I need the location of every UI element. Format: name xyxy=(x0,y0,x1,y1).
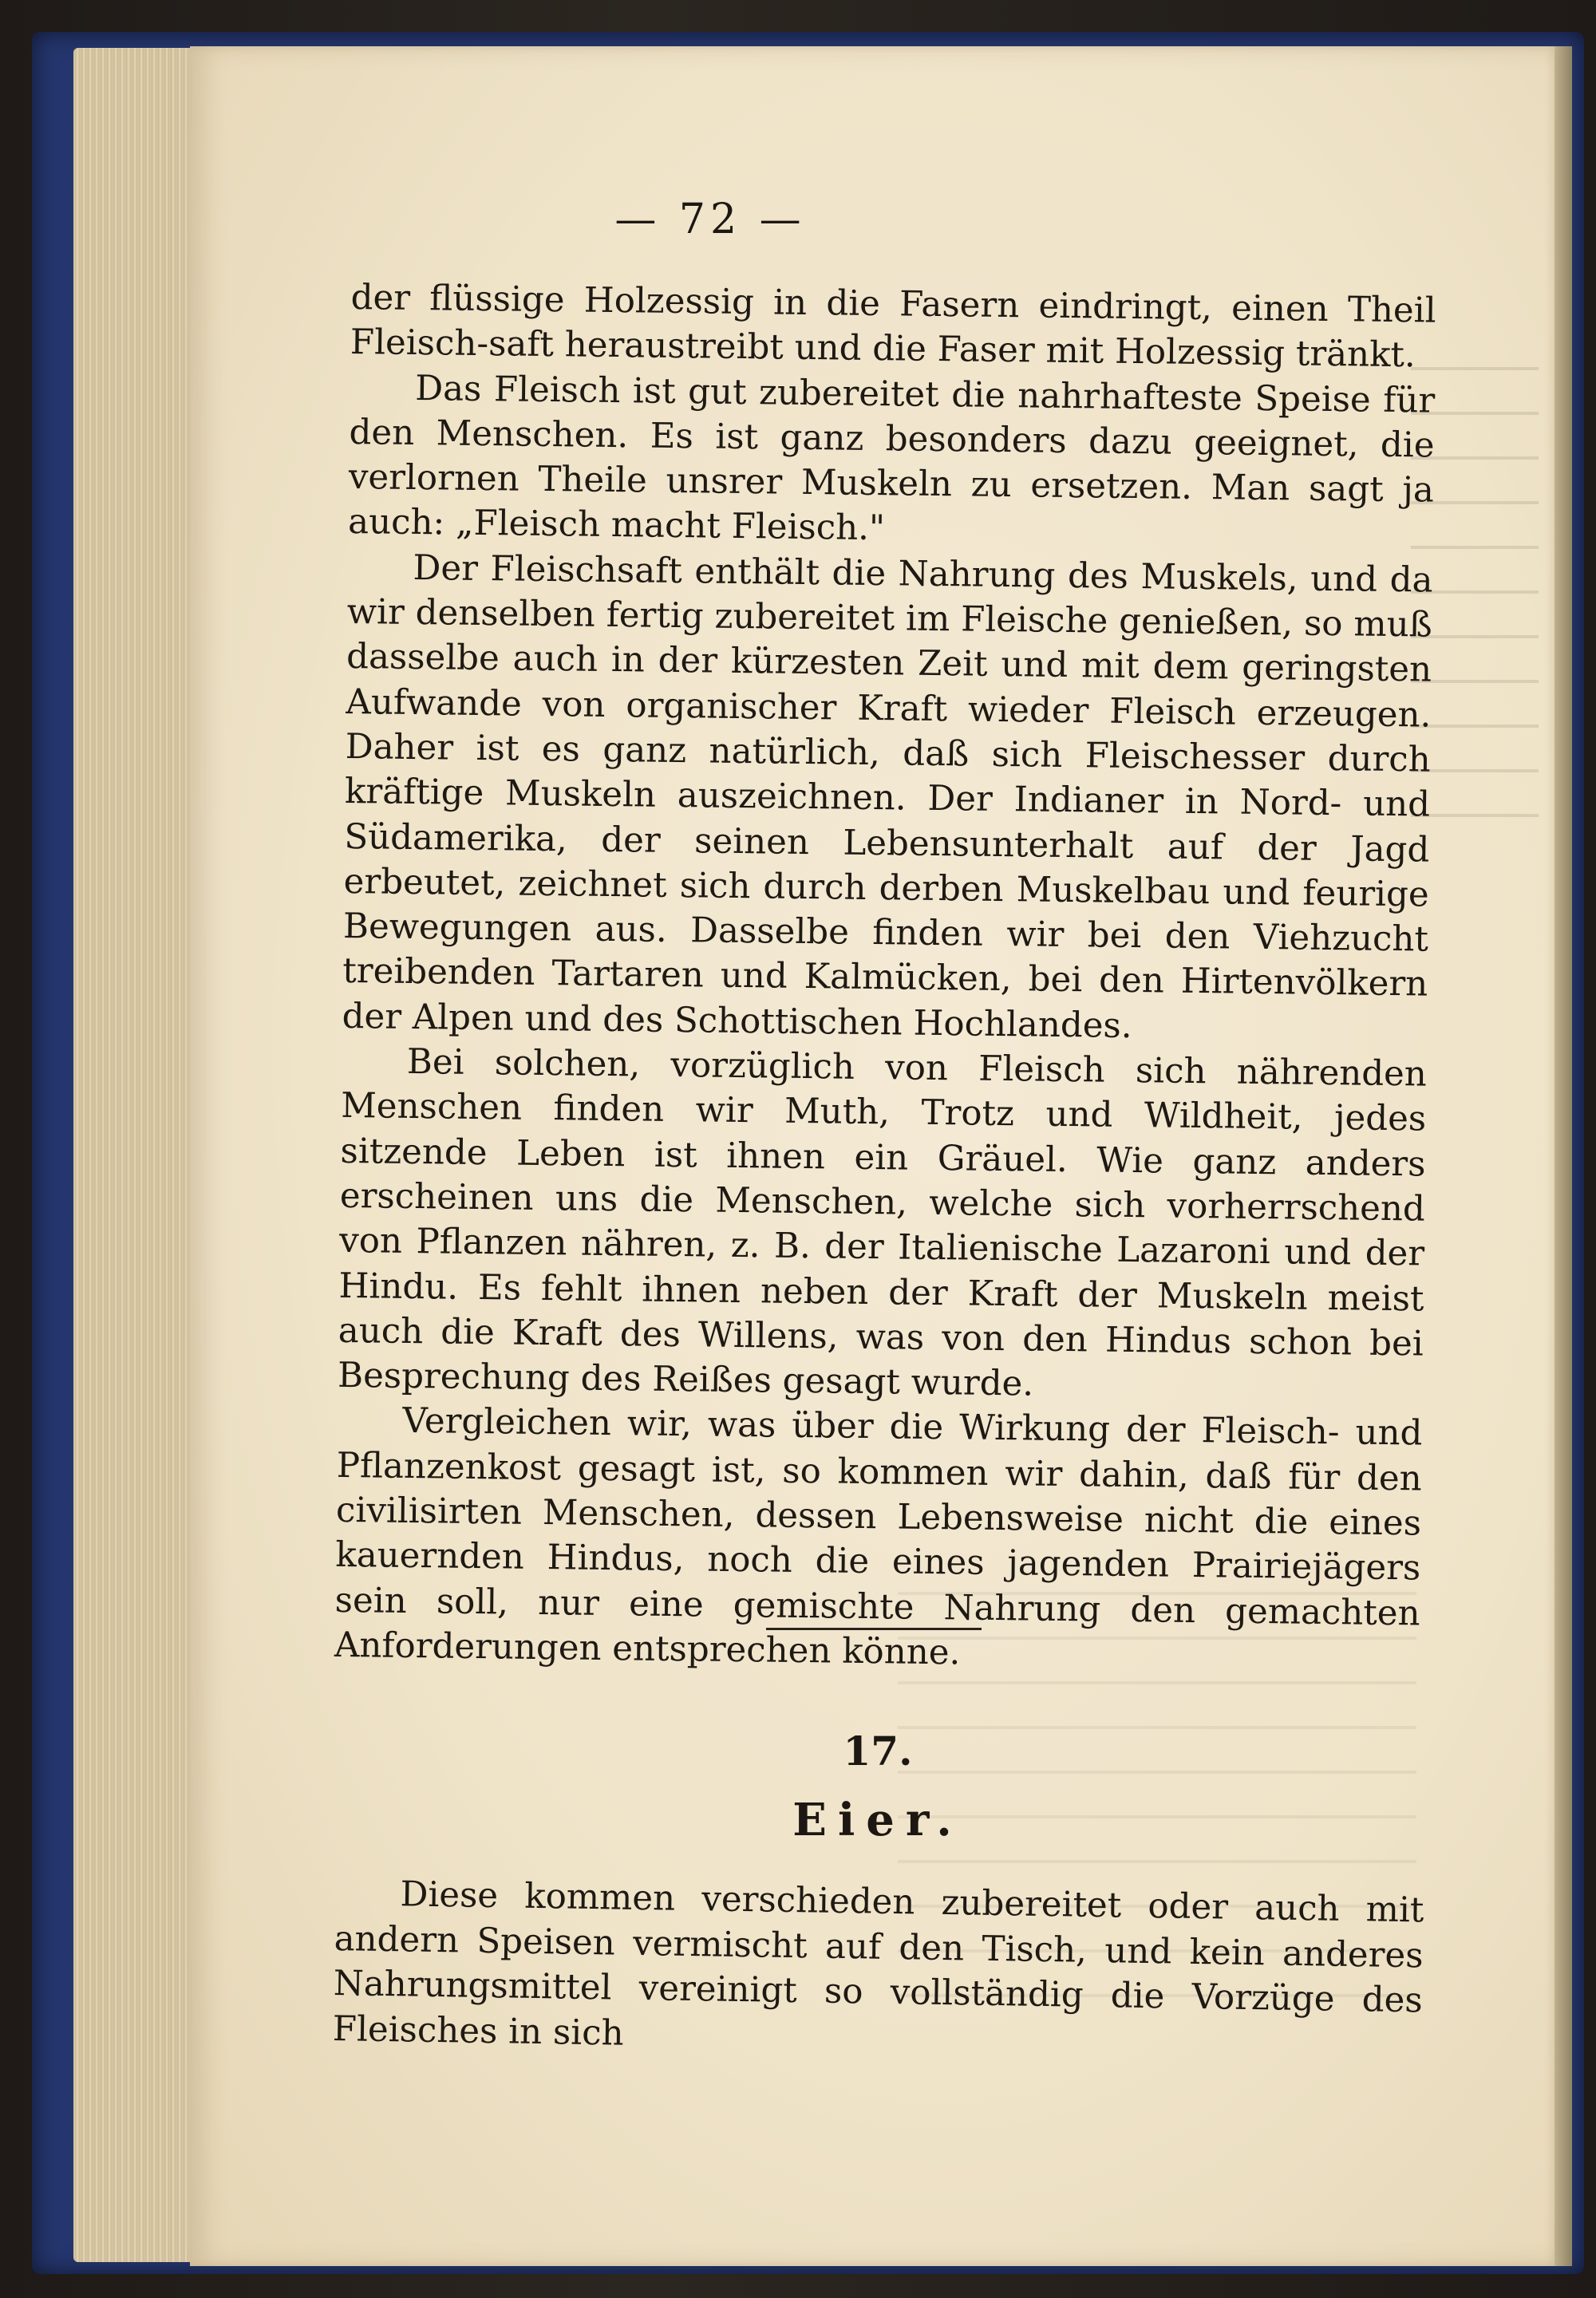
paragraph-4: Bei solchen, vorzüglich von Fleisch sich nährenden Menschen finden wir Muth, Trotz und Wildheit, jedes sitzende Leben ist ihnen ein Gräuel. Wie ganz anders erscheinen uns die Menschen, welche sich vorherrschend von Pflanzen nähren, z. B. der Italienische Lazaroni und der Hindu. Es fehlt ihnen neben der Kraft der Muskeln meist auch die Kraft des Willens, was von den Hindus schon bei Besprechung des Reißes gesagt wurde. xyxy=(337,1041,1428,1404)
main-text-block xyxy=(334,275,1436,1681)
section-paragraph: Diese kommen verschieden zubereitet oder auch mit andern Speisen vermischt auf den Tisch, und kein anderes Nahrungsmittel vereinigt so vollständig die Vorzüge des Fleisches in sich xyxy=(332,1874,1424,2054)
paragraph-1: der flüssige Holzessig in die Fasern eindringt, einen Theil Fleisch-saft heraustreibt und die Faser mit Holzessig tränkt. xyxy=(350,277,1436,376)
page-gutter xyxy=(1555,46,1572,2266)
page-number: — 72 — xyxy=(614,195,806,243)
section-divider xyxy=(766,1628,982,1630)
paragraph-3: Der Fleischsaft enthält die Nahrung des Muskels, und da wir denselben fertig zubereitet im Fleische genießen, so muß dasselbe auch in der kürzesten Zeit und mit dem geringsten Aufwande von organischer Kraft wieder Fleisch erzeugen. Daher ist es ganz natürlich, daß sich Fleischesser durch kräftige Muskeln auszeichnen. Der Indianer in Nord- und Südamerika, der seinen Lebensunterhalt auf der Jagd erbeutet, zeichnet sich durch derben Muskelbau und feurige Bewegungen aus. Dasselbe finden wir bei den Viehzucht treibenden Tartaren und Kalmücken, bei den Hirtenvölkern der Alpen und des Schottischen Hochlandes. xyxy=(342,547,1433,1046)
page-edges xyxy=(73,48,193,2262)
section-title: Eier. xyxy=(792,1794,963,1846)
paragraph-5: Vergleichen wir, was über die Wirkung der Fleisch- und Pflanzenkost gesagt ist, so kommen wir dahin, daß für den civilisirten Menschen, dessen Lebensweise nicht die eines kauernden Hindus, noch die eines jagenden Prairiejägers sein soll, nur eine gemischte Nahrung den gemachten Anforderungen entsprechen könne. xyxy=(334,1401,1423,1673)
section-number: 17. xyxy=(843,1727,913,1775)
paragraph-2: Das Fleisch ist gut zubereitet die nahrhafteste Speise für den Menschen. Es ist ganz besonders dazu geeignet, die verlornen Theile unsrer Muskeln zu ersetzen. Man sagt ja auch: „Fleisch macht Fleisch." xyxy=(347,368,1436,549)
section-text-block xyxy=(332,1871,1424,2068)
